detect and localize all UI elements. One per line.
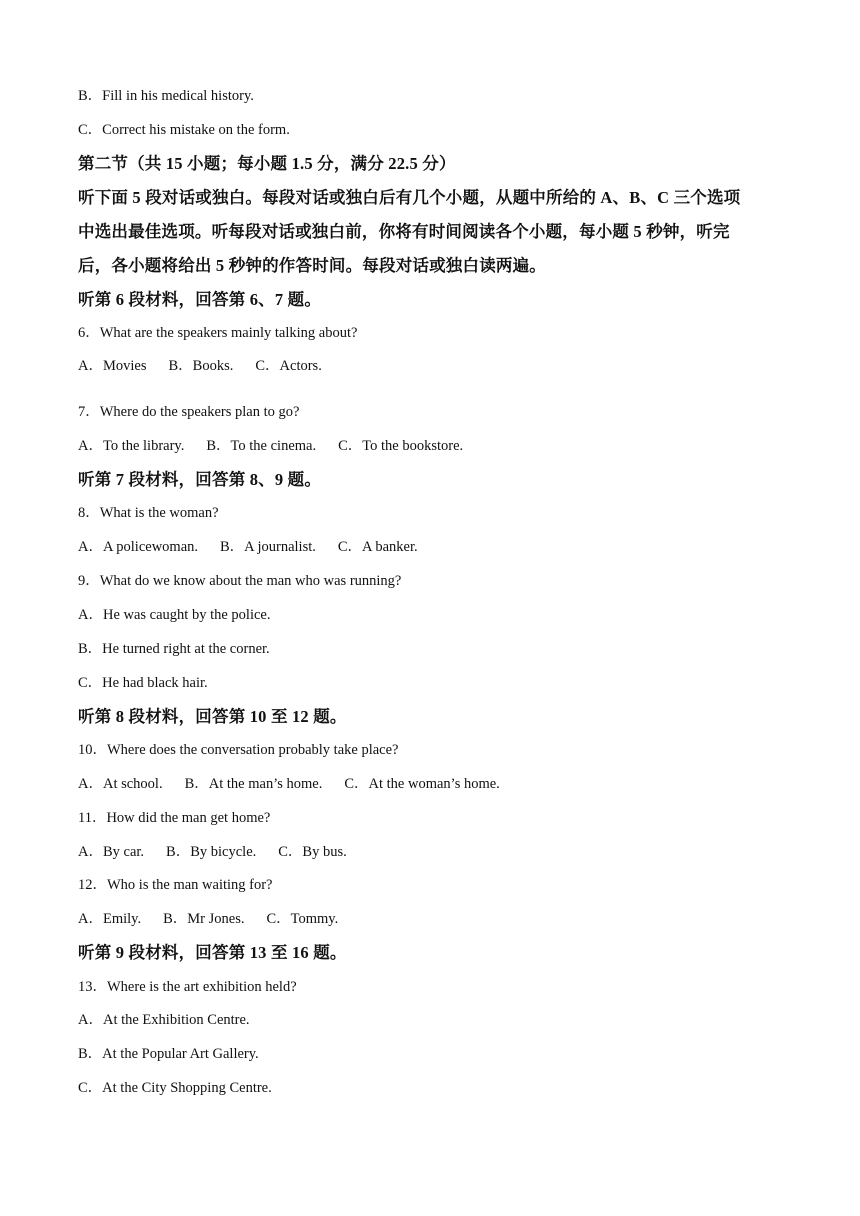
q11-option-c: C．By bus. (278, 844, 347, 860)
q8-option-c: C．A banker. (337, 539, 418, 555)
q12-option-b: B．Mr Jones. (163, 911, 245, 927)
q7-option-a: A．To the library. (78, 438, 185, 454)
q13-option-b: B．At the Popular Art Gallery. (78, 1046, 259, 1062)
question-7: 7．Where do the speakers plan to go? (78, 404, 300, 420)
q5-option-b: B．Fill in his medical history. (78, 88, 254, 104)
question-6: 6．What are the speakers mainly talking about? (78, 325, 358, 341)
q9-option-c: C．He had black hair. (78, 675, 208, 691)
material-6-heading: 听第 6 段材料，回答第 6、7 题。 (78, 290, 322, 309)
q10-option-b: B．At the man’s home. (184, 776, 323, 792)
question-9: 9．What do we know about the man who was running? (78, 573, 402, 589)
section-heading: 第二节（共 15 小题；每小题 1.5 分，满分 22.5 分） (78, 154, 456, 173)
question-12-options (78, 909, 338, 929)
instructions-line-1: 听下面 5 段对话或独白。每段对话或独白后有几个小题，从题中所给的 A、B、C 三个选项 (78, 188, 741, 207)
question-12: 12．Who is the man waiting for? (78, 877, 273, 893)
question-10-options (78, 774, 500, 794)
q12-option-c: C．Tommy. (266, 911, 339, 927)
q6-option-a: A．Movies (78, 358, 147, 374)
question-7-options (78, 436, 463, 456)
q11-option-a: A．By car. (78, 844, 145, 860)
q8-option-b: B．A journalist. (220, 539, 316, 555)
instructions-line-3: 后，各小题将给出 5 秒钟的作答时间。每段对话或独白读两遍。 (78, 256, 546, 275)
q5-option-c: C．Correct his mistake on the form. (78, 122, 290, 138)
material-8-heading: 听第 8 段材料，回答第 10 至 12 题。 (78, 707, 347, 726)
q12-option-a: A．Emily. (78, 911, 142, 927)
instructions-line-2: 中选出最佳选项。听每段对话或独白前，你将有时间阅读各个小题，每小题 5 秒钟，听完 (78, 222, 730, 241)
question-11: 11．How did the man get home? (78, 810, 271, 826)
question-6-options (78, 356, 322, 376)
q13-option-c: C．At the City Shopping Centre. (78, 1080, 272, 1096)
question-8: 8．What is the woman? (78, 505, 219, 521)
q8-option-a: A．A policewoman. (78, 539, 199, 555)
q7-option-c: C．To the bookstore. (338, 438, 464, 454)
material-7-heading: 听第 7 段材料，回答第 8、9 题。 (78, 470, 322, 489)
question-8-options (78, 537, 418, 557)
q13-option-a: A．At the Exhibition Centre. (78, 1012, 250, 1028)
material-9-heading: 听第 9 段材料，回答第 13 至 16 题。 (78, 943, 347, 962)
question-13: 13．Where is the art exhibition held? (78, 979, 297, 995)
q10-option-a: A．At school. (78, 776, 163, 792)
question-11-options (78, 842, 347, 862)
q10-option-c: C．At the woman’s home. (344, 776, 500, 792)
q7-option-b: B．To the cinema. (206, 438, 317, 454)
q6-option-c: C．Actors. (255, 358, 322, 374)
q11-option-b: B．By bicycle. (166, 844, 257, 860)
q6-option-b: B．Books. (168, 358, 234, 374)
q9-option-b: B．He turned right at the corner. (78, 641, 270, 657)
question-10: 10．Where does the conversation probably take place? (78, 742, 399, 758)
q9-option-a: A．He was caught by the police. (78, 607, 271, 623)
